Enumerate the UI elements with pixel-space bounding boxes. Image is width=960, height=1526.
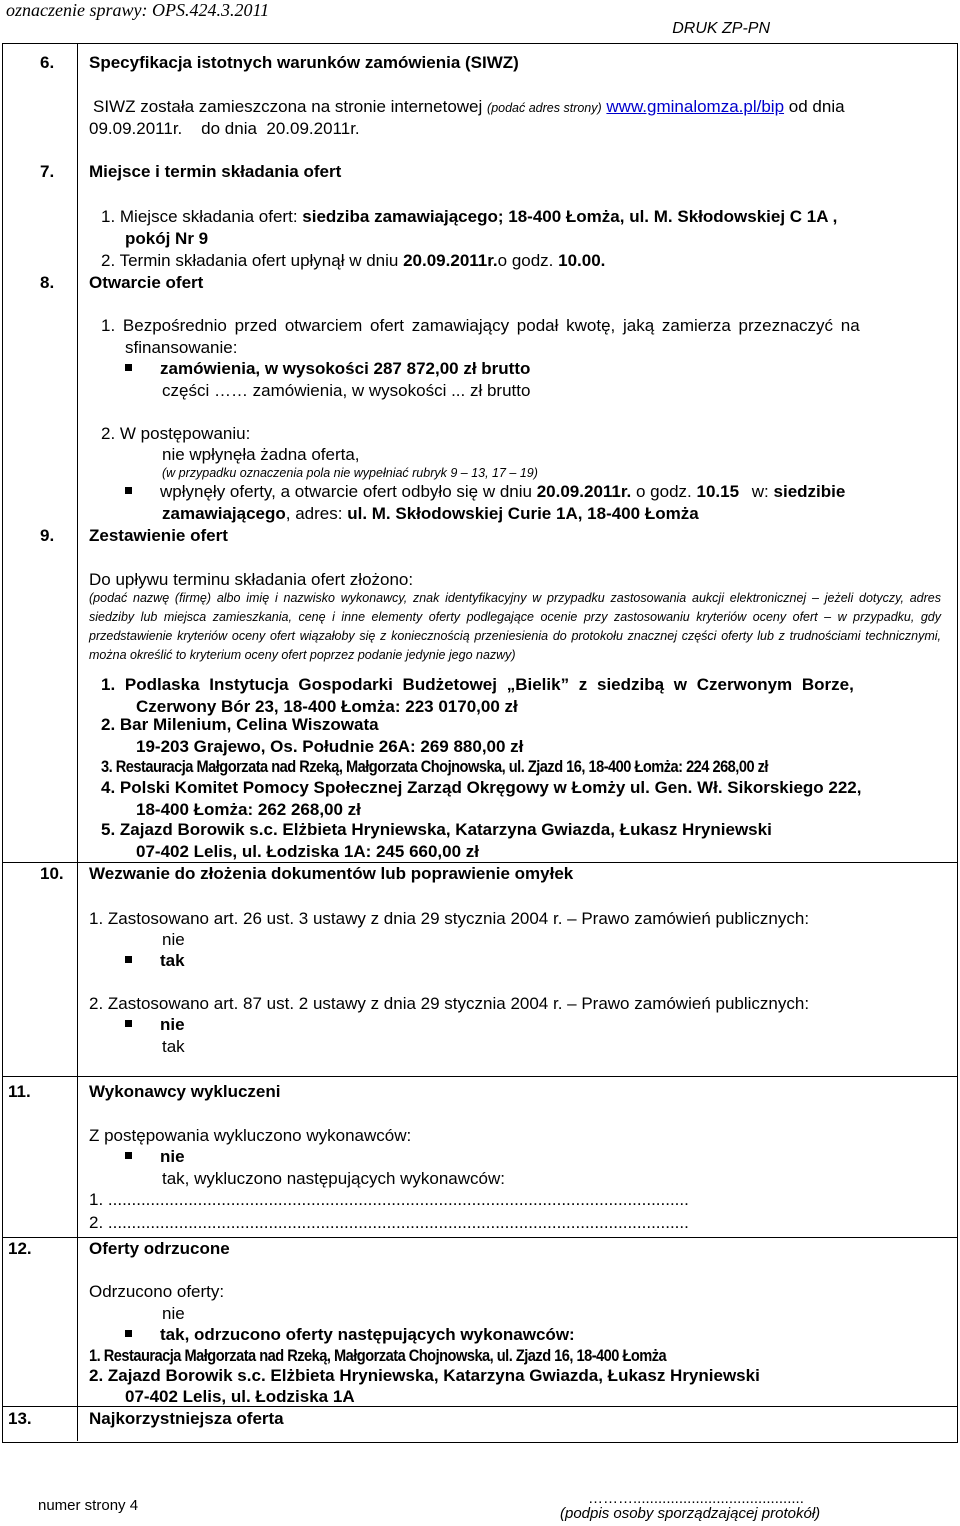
place-of-submission: 1. Miejsce składania ofert: siedziba zamawiającego; 18-400 Łomża, ul. M. Skłodowskiej C 1A ,: [101, 207, 838, 226]
section-7-title: Miejsce i termin składania ofert: [89, 162, 342, 181]
submission-deadline: 2. Termin składania ofert upłynął w dniu 20.09.2011r.o godz. 10.00.: [101, 251, 606, 270]
rejected-offer-2-address: 07-402 Lelis, ul. Łodziska 1A: [125, 1387, 355, 1406]
art87-no: nie: [125, 1015, 185, 1035]
row-divider-11: [2, 1076, 957, 1077]
column-divider: [77, 43, 78, 1441]
section-12-number: 12.: [8, 1239, 32, 1258]
section-8-number: 8.: [40, 273, 55, 292]
bullet-icon: [125, 1020, 132, 1027]
art87-yes: tak: [162, 1037, 185, 1056]
bullet-icon: [125, 364, 132, 371]
bullet-icon: [125, 1330, 132, 1337]
offers-note: (podać nazwę (firmę) albo imię i nazwisko wykonawcy, znak identyfikacyjny w przypadku zastosowania aukcji elektronicznej – jeżeli dotyczy, adres siedziby lub miejsca zamieszkania, cenę i inne elementy oferty podlegające ocenie przy zastosowaniu kryteriów oceny ofert – w przypadku, gdy przedstawienie kryteriów oceny ofert wiązałoby się z koniecznością przeniesienia do protokołu znacznej części oferty lub z trudnościami technicznymi, można określić to kryterium oceny ofert poprzez podanie jedynie jego nazwy): [89, 591, 941, 662]
rejected-yes: tak, odrzucono oferty następujących wykonawców:: [125, 1325, 575, 1345]
signature-label: (podpis osoby sporządzającej protokół): [560, 1505, 821, 1522]
art87-line: 2. Zastosowano art. 87 ust. 2 ustawy z dnia 29 stycznia 2004 r. – Prawo zamówień publicznych:: [89, 994, 810, 1013]
section-11-title: Wykonawcy wykluczeni: [89, 1082, 281, 1101]
offer-1: 1. Podlaska Instytucja Gospodarki Budżetowej „Bielik” z siedzibą w Czerwonym Borze,: [101, 675, 854, 694]
opening-address: zamawiającego, adres: ul. M. Skłodowskiej Curie 1A, 18-400 Łomża: [162, 504, 699, 523]
row-divider-10: [2, 862, 957, 863]
no-offers-note: (w przypadku oznaczenia pola nie wypełniać rubryk 9 – 13, 17 – 19): [162, 466, 538, 480]
offer-2: 2. Bar Milenium, Celina Wiszowata: [101, 715, 379, 734]
budget-intro: 1. Bezpośrednio przed otwarciem ofert zamawiający podał kwotę, jaką zamierza przeznaczyć na: [101, 316, 860, 335]
siwz-line: SIWZ została zamieszczona na stronie internetowej (podać adres strony) www.gminalomza.pl/bip od dnia: [93, 97, 845, 116]
budget-intro-2: sfinansowanie:: [125, 338, 238, 357]
section-11-number: 11.: [8, 1082, 31, 1101]
section-6-title: Specyfikacja istotnych warunków zamówienia (SIWZ): [89, 53, 519, 72]
form-code: DRUK ZP-PN: [672, 20, 770, 37]
offer-4-address: 18-400 Łomża: 262 268,00 zł: [136, 800, 361, 819]
art26-yes: tak: [125, 951, 185, 971]
section-13-number: 13.: [8, 1409, 32, 1428]
offer-5: 5. Zajazd Borowik s.c. Elżbieta Hryniewska, Katarzyna Gwiazda, Łukasz Hryniewski: [101, 820, 772, 839]
budget-part: części …… zamówienia, w wysokości ... zł brutto: [162, 381, 531, 400]
rejected-offer-2: 2. Zajazd Borowik s.c. Elżbieta Hryniewska, Katarzyna Gwiazda, Łukasz Hryniewski: [89, 1366, 760, 1385]
section-10-title: Wezwanie do złożenia dokumentów lub poprawienie omyłek: [89, 864, 574, 883]
siwz-dates: 09.09.2011r. do dnia 20.09.2011r.: [89, 119, 360, 138]
section-10-number: 10.: [40, 864, 64, 883]
section-13-title: Najkorzystniejsza oferta: [89, 1409, 284, 1428]
budget-total: zamówienia, w wysokości 287 872,00 zł brutto: [125, 359, 530, 379]
rejected-offer-1: 1. Restauracja Małgorzata nad Rzeką, Małgorzata Chojnowska, ul. Zjazd 16, 18-400 Łomża: [89, 1346, 667, 1365]
offer-2-address: 19-203 Grajewo, Os. Południe 26A: 269 880,00 zł: [136, 737, 524, 756]
section-9-number: 9.: [40, 526, 55, 545]
offer-5-address: 07-402 Lelis, ul. Łodziska 1A: 245 660,00 zł: [136, 842, 480, 861]
siwz-link[interactable]: www.gminalomza.pl/bip: [606, 97, 785, 116]
excluded-item-1: 1. ...........................................................................................................................: [89, 1190, 689, 1209]
offer-1-address: Czerwony Bór 23, 18-400 Łomża: 223 0170,00 zł: [136, 697, 518, 716]
section-12-title: Oferty odrzucone: [89, 1239, 230, 1258]
section-8-title: Otwarcie ofert: [89, 273, 204, 292]
excluded-no: nie: [125, 1147, 185, 1167]
excluded-item-2: 2. ...........................................................................................................................: [89, 1213, 689, 1232]
rejected-no: nie: [162, 1304, 185, 1323]
offers-intro: Do upływu terminu składania ofert złożono:: [89, 570, 414, 589]
art26-no: nie: [162, 930, 185, 949]
rejected-intro: Odrzucono oferty:: [89, 1282, 225, 1301]
section-6-number: 6.: [40, 53, 55, 72]
art26-line: 1. Zastosowano art. 26 ust. 3 ustawy z dnia 29 stycznia 2004 r. – Prawo zamówień publicznych:: [89, 909, 810, 928]
excluded-intro: Z postępowania wykluczono wykonawców:: [89, 1126, 412, 1145]
proceedings-label: 2. W postępowaniu:: [101, 424, 251, 443]
section-9-title: Zestawienie ofert: [89, 526, 228, 545]
page-number: numer strony 4: [38, 1497, 139, 1514]
bullet-icon: [125, 487, 132, 494]
no-offers: nie wpłynęła żadna oferta,: [162, 445, 360, 464]
offer-3: 3. Restauracja Małgorzata nad Rzeką, Małgorzata Chojnowska, ul. Zjazd 16, 18-400 Łomża: 224 268,00 zł: [101, 757, 768, 776]
section-7-number: 7.: [40, 162, 55, 181]
room-number: pokój Nr 9: [125, 229, 209, 248]
signature-line: ……….........................................: [588, 1490, 804, 1507]
offer-4: 4. Polski Komitet Pomocy Społecznej Zarząd Okręgowy w Łomży ul. Gen. Wł. Sikorskiego 222,: [101, 778, 862, 797]
row-divider-12: [2, 1237, 957, 1238]
offers-received: wpłynęły oferty, a otwarcie ofert odbyło się w dniu 20.09.2011r. o godz. 10.15 w: siedzibie: [125, 482, 845, 502]
excluded-yes: tak, wykluczono następujących wykonawców:: [162, 1169, 505, 1188]
bullet-icon: [125, 956, 132, 963]
case-number: oznaczenie sprawy: OPS.424.3.2011: [6, 0, 270, 20]
bullet-icon: [125, 1152, 132, 1159]
